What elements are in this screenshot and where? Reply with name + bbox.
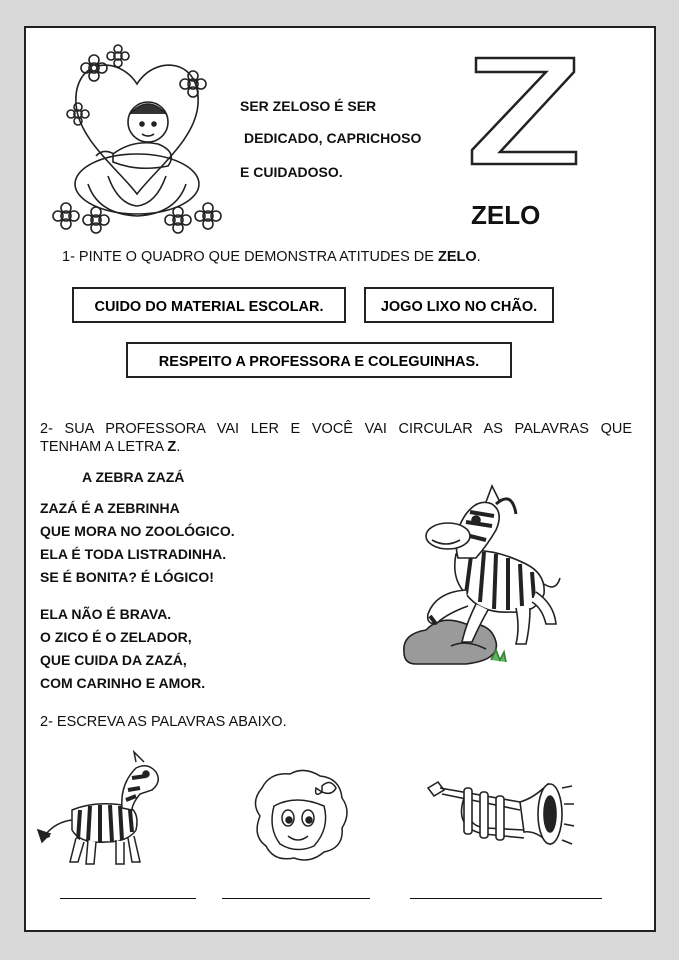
- question-3: 2- ESCREVA AS PALAVRAS ABAIXO.: [40, 714, 287, 730]
- poem-line: QUE CUIDA DA ZAZÁ,: [40, 652, 187, 668]
- question-1-highlight: ZELO: [437, 249, 477, 265]
- small-zebra-icon: [36, 750, 166, 870]
- intro-line-3: E CUIDADOSO.: [240, 164, 343, 180]
- girl-face-icon: [244, 766, 354, 866]
- answer-line-2[interactable]: [222, 898, 370, 899]
- question-1: [62, 249, 481, 265]
- poem-line: ELA NÃO É BRAVA.: [40, 606, 172, 622]
- zebra-on-rock-icon: [396, 474, 566, 670]
- zelo-word: ZELO: [471, 200, 541, 230]
- trumpet-icon: [424, 768, 574, 868]
- option-box-1[interactable]: CUIDO DO MATERIAL ESCOLAR.: [72, 287, 346, 323]
- question-2-line-2: [40, 439, 180, 455]
- option-box-3[interactable]: RESPEITO A PROFESSORA E COLEGUINHAS.: [126, 342, 512, 378]
- poem-line: QUE MORA NO ZOOLÓGICO.: [40, 523, 235, 539]
- poem-title: A ZEBRA ZAZÁ: [82, 469, 185, 485]
- poem-line: COM CARINHO E AMOR.: [40, 675, 206, 691]
- answer-line-3[interactable]: [410, 898, 602, 899]
- poem-line: SE É BONITA? É LÓGICO!: [40, 569, 214, 585]
- option-box-2[interactable]: JOGO LIXO NO CHÃO.: [364, 287, 554, 323]
- question-2-line-1: 2- SUA PROFESSORA VAI LER E VOCÊ VAI CIRCULAR AS PALAVRAS QUE: [40, 421, 632, 437]
- big-letter-text: Z: [466, 48, 467, 49]
- worksheet-page: [24, 26, 656, 932]
- question-1-suffix: .: [476, 249, 481, 265]
- question-2-highlight: Z: [167, 439, 177, 455]
- poem-line: O ZICO É O ZELADOR,: [40, 629, 192, 645]
- intro-line-2: DEDICADO, CAPRICHOSO: [244, 130, 422, 146]
- question-1-text: 1- PINTE O QUADRO QUE DEMONSTRA ATITUDES DE: [62, 249, 438, 265]
- poem-line: ZAZÁ É A ZEBRINHA: [40, 500, 180, 516]
- question-2-suffix: .: [176, 439, 181, 455]
- poem-line: ELA É TODA LISTRADINHA.: [40, 546, 227, 562]
- big-letter-z: [466, 48, 586, 168]
- question-2-line-2-text: TENHAM A LETRA: [40, 439, 168, 455]
- intro-line-1: SER ZELOSO É SER: [240, 98, 377, 114]
- girl-in-flower-icon: [48, 44, 226, 234]
- answer-line-1[interactable]: [60, 898, 196, 899]
